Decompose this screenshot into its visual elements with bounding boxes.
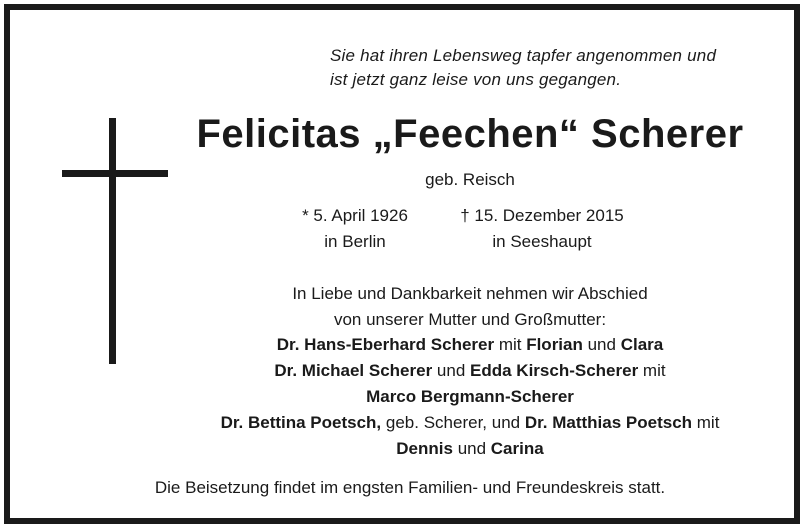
mourner-name: Dr. Matthias Poetsch	[524, 413, 693, 432]
death-date: † 15. Dezember 2015	[460, 206, 624, 225]
farewell-line-1: In Liebe und Dankbarkeit nehmen wir Abschied	[292, 284, 648, 303]
mourner-name: Marco Bergmann-Scherer	[366, 387, 574, 406]
family-list	[140, 332, 800, 462]
deceased-name: Felicitas „Feechen“ Scherer	[196, 112, 744, 156]
birth-info	[280, 203, 430, 255]
mourner-name: Edda Kirsch-Scherer	[470, 361, 639, 380]
connector-text: und	[432, 361, 471, 380]
connector-text: mit	[494, 335, 527, 354]
farewell-line-2: von unserer Mutter und Großmutter:	[333, 310, 607, 329]
connector-text: mit	[638, 361, 666, 380]
family-line-4	[140, 410, 800, 436]
funeral-notice: Die Beisetzung findet im engsten Familien- und Freundeskreis statt.	[154, 478, 666, 497]
mourner-name: Dr. Hans-Eberhard Scherer	[276, 335, 495, 354]
obituary-frame	[4, 4, 800, 524]
connector-text: und	[452, 439, 491, 458]
connector-text: mit	[692, 413, 720, 432]
mourner-name: Dr. Michael Scherer	[274, 361, 433, 380]
death-info	[442, 203, 642, 255]
motto	[330, 44, 770, 92]
mourner-name: Clara	[620, 335, 664, 354]
mourner-name: Florian	[526, 335, 583, 354]
farewell-text	[160, 281, 780, 333]
mourner-name: Dr. Bettina Poetsch,	[220, 413, 382, 432]
connector-text: geb. Scherer, und	[381, 413, 525, 432]
mourner-name: Carina	[490, 439, 544, 458]
birth-place: in Berlin	[324, 232, 386, 251]
connector-text: und	[582, 335, 621, 354]
motto-line-1: Sie hat ihren Lebensweg tapfer angenommen und	[330, 46, 717, 65]
born-name: geb. Reisch	[425, 170, 515, 189]
family-line-1	[140, 332, 800, 358]
mourner-name: Dennis	[396, 439, 453, 458]
family-line-3	[140, 384, 800, 410]
death-place: in Seeshaupt	[492, 232, 592, 251]
motto-line-2: ist jetzt ganz leise von uns gegangen.	[330, 70, 622, 89]
birth-date: * 5. April 1926	[302, 206, 408, 225]
family-line-5	[140, 436, 800, 462]
family-line-2	[140, 358, 800, 384]
